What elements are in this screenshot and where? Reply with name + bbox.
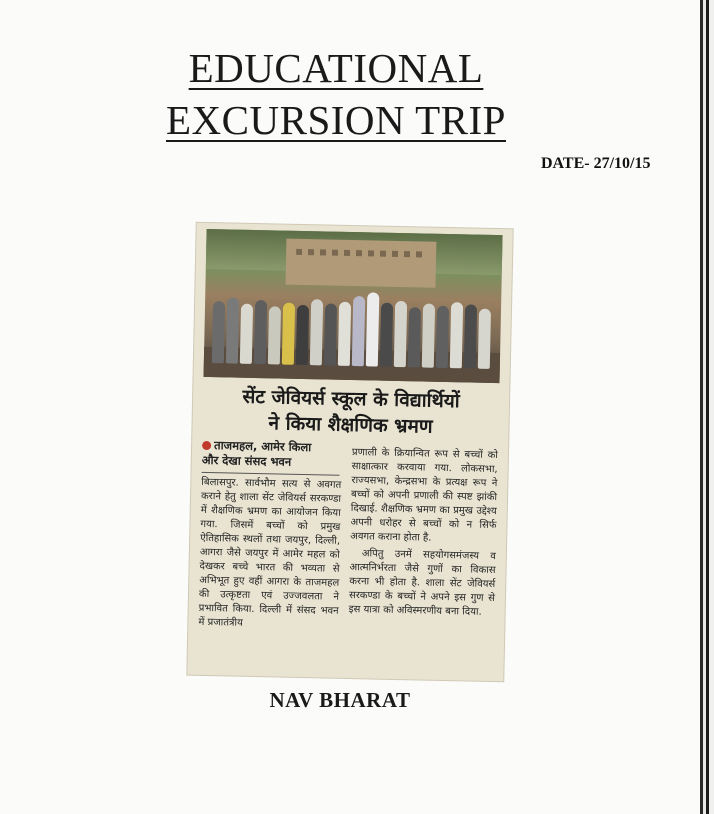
newspaper-clipping <box>187 223 512 682</box>
date-label: DATE- 27/10/15 <box>541 155 651 172</box>
clipping-headline: सेंट जेवियर्स स्कूल के विद्यार्थियों ने किया शैक्षणिक भ्रमण <box>242 385 460 438</box>
subhead-divider <box>202 472 340 476</box>
binder-edge <box>700 0 714 814</box>
newspaper-source: NAV BHARAT <box>269 688 411 712</box>
title-line-2: EXCURSION TRIP <box>166 97 506 143</box>
article-column-1: बिलासपुर. सार्वभौम सत्य से अवगत कराने हेतु शाला सेंट जेवियर्स सरकण्डा में शैक्षणिक भ्रमण का आयोजन किया गया. जिसमें बच्चों को प्रमुख ऐतिहासिक स्थलों तथा जयपुर, दिल्ली, आगरा जैसे जयपुर में आमेर महल को देखकर बच्चे भारत की भव्यता से अभिभूत हुए वहीं आगरा के ताजमहल की उत्कृष्टता एवं उज्जवलता ने प्रभावित किया. दिल्ली में संसद भवन में प्रजातंत्रीय <box>198 476 342 629</box>
title-line-1: EDUCATIONAL <box>188 45 484 91</box>
group-photo <box>204 229 503 383</box>
clipping-subhead: ताजमहल, आमेर किला और देखा संसद भवन <box>201 438 312 469</box>
bullet-icon <box>202 441 211 450</box>
article-column-2: प्रणाली के क्रियान्वित रूप से बच्चों को साक्षात्कार करवाया गया. लोकसभा, राज्यसभा, केन्द्रसभा के प्रत्यक्ष रूप ने बच्चों को अपनी प्रणाली की स्पष्ट झांकी दिखाई. शैक्षणिक भ्रमण का प्रमुख उद्देश्य अपनी धरोहर से बच्चों को न सिर्फ अवगत कराना होता है. अपितु उनमें सहयोगसमंजस्य व आत्मनिर्भरता जैसे गुणों का विकास करना भी होता है. शाला सेंट जेवियर्स सरकण्डा के बच्चों ने अपने इस गुण से इस यात्रा को अविस्मरणीय बना दिया. <box>348 447 499 618</box>
